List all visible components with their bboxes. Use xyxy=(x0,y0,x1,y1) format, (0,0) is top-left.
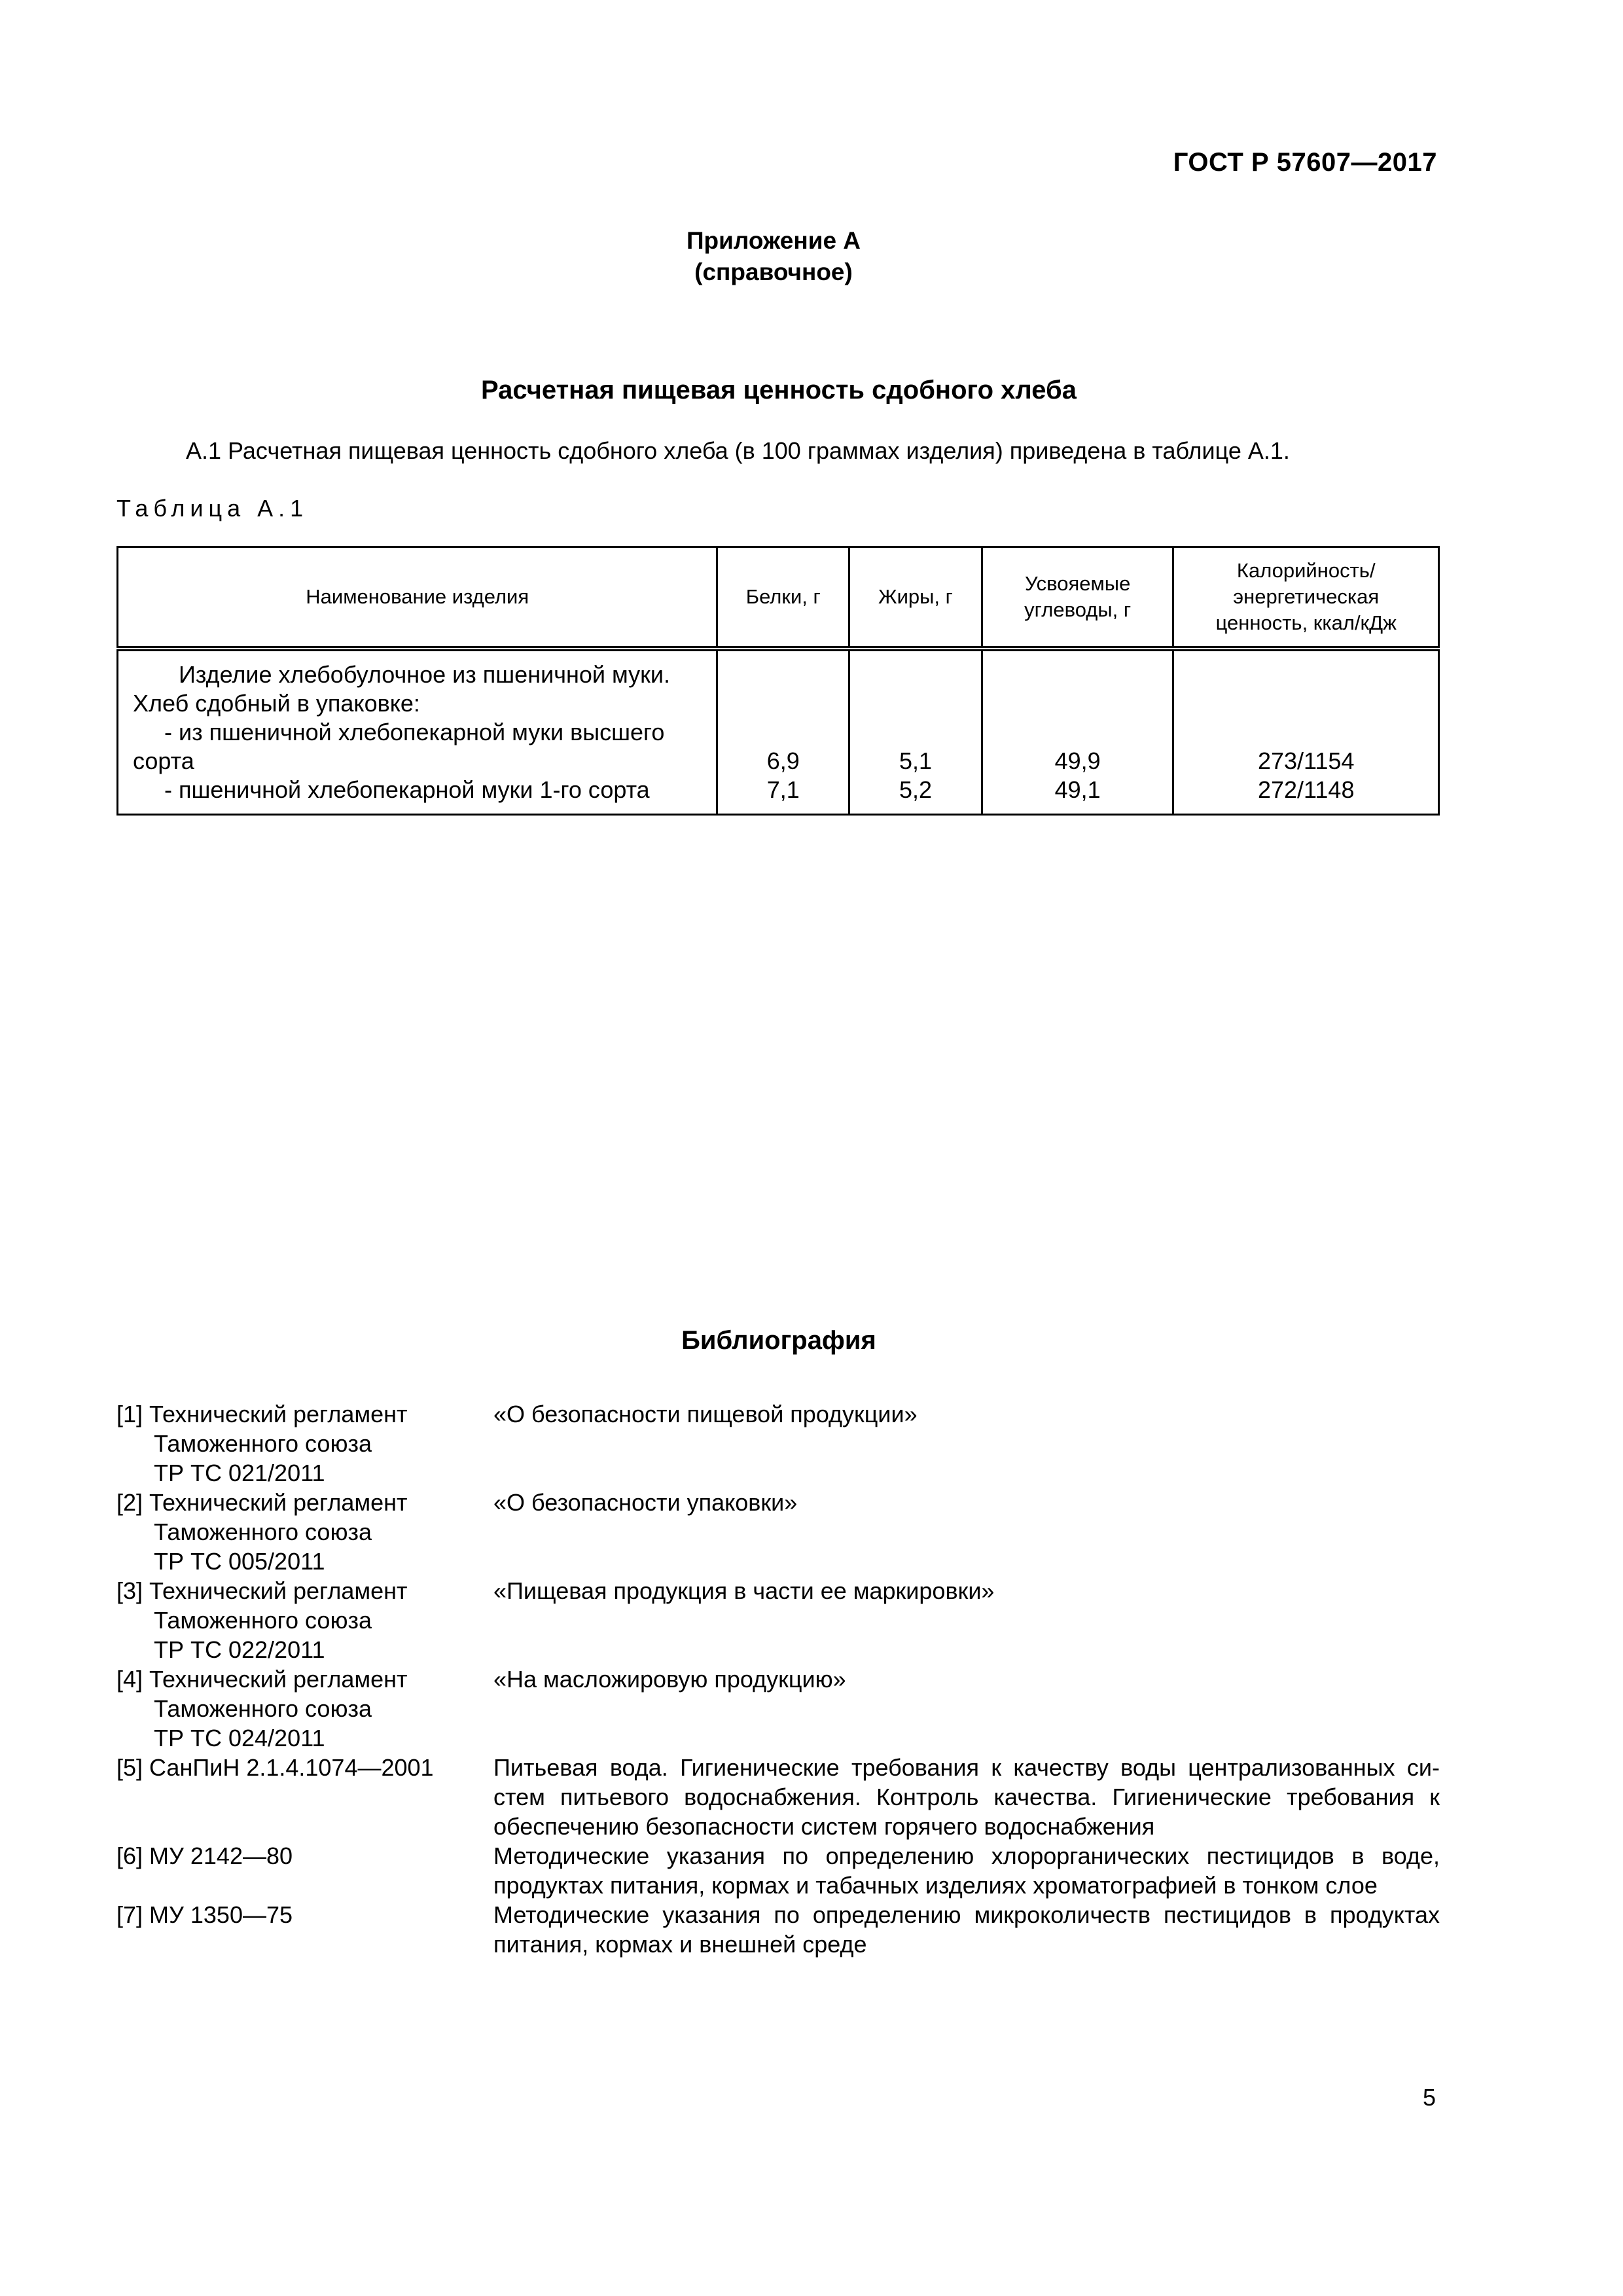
bibliography-entry xyxy=(116,1488,1440,1576)
bibliography-ref xyxy=(116,1399,493,1488)
ref-line: Таможенного союза xyxy=(154,1430,372,1457)
table-header-row xyxy=(118,547,1439,649)
bibliography-entry xyxy=(116,1900,1440,1959)
protein-value: 7,1 xyxy=(766,776,800,803)
fat-cell xyxy=(849,649,982,815)
bibliography-entry xyxy=(116,1576,1440,1664)
product-variant-cont: сорта xyxy=(133,747,194,774)
fat-value: 5,2 xyxy=(899,776,932,803)
appendix-heading xyxy=(0,225,1623,288)
bibliography-ref xyxy=(116,1841,493,1900)
section-title: Расчетная пищевая ценность сдобного хлеба xyxy=(481,376,1077,404)
product-line: Изделие хлебобулочное из пшеничной муки. xyxy=(179,661,670,688)
header-fat: Жиры, г xyxy=(849,547,982,649)
header-carbs xyxy=(982,547,1173,649)
header-product-name: Наименование изделия xyxy=(118,547,717,649)
bibliography-ref xyxy=(116,1753,493,1841)
header-protein: Белки, г xyxy=(717,547,849,649)
appendix-status: (справочное) xyxy=(694,259,853,285)
product-name-cell xyxy=(118,649,717,815)
energy-value: 273/1154 xyxy=(1257,747,1355,774)
ref-line: ТР ТС 021/2011 xyxy=(154,1460,325,1486)
carbs-value: 49,1 xyxy=(1054,776,1101,803)
page-number: 5 xyxy=(1422,2084,1436,2111)
nutrition-table xyxy=(116,546,1440,816)
bibliography-text: Методические указания по определению микроколичеств пестицидов в продуктах питания, кормах и внешней среде xyxy=(493,1901,1440,1958)
product-variant: - из пшеничной хлебопекарной муки высшего xyxy=(164,719,665,745)
bibliography-ref xyxy=(116,1576,493,1664)
bibliography-text: Питьевая вода. Гигиенические требования к качеству воды централизованных си-стем питьевого водоснабжения. Контроль качества. Гигиенические требования к обеспечению безопасности систем горячего водоснабжения xyxy=(493,1754,1440,1840)
bibliography-ref xyxy=(116,1900,493,1959)
bibliography-title: Библиография xyxy=(681,1326,876,1355)
bibliography-list xyxy=(116,1399,1440,1959)
bibliography-entry xyxy=(116,1399,1440,1488)
ref-line: Таможенного союза xyxy=(154,1518,372,1545)
ref-line: [5] СанПиН 2.1.4.1074—2001 xyxy=(116,1754,434,1781)
ref-line: [1] Технический регламент xyxy=(116,1401,408,1427)
fat-value: 5,1 xyxy=(899,747,932,774)
ref-line: [3] Технический регламент xyxy=(116,1577,408,1604)
ref-line: ТР ТС 024/2011 xyxy=(154,1725,325,1751)
bibliography-ref xyxy=(116,1488,493,1576)
bibliography-text: «Пищевая продукция в части ее маркировки» xyxy=(493,1577,995,1604)
protein-value: 6,9 xyxy=(766,747,800,774)
ref-line: [7] МУ 1350—75 xyxy=(116,1901,293,1928)
table-caption: Таблица А.1 xyxy=(116,495,309,522)
header-energy-line: Калорийность/ xyxy=(1236,559,1376,582)
bibliography-text: «На масложировую продукцию» xyxy=(493,1666,846,1693)
appendix-title: Приложение А xyxy=(686,227,861,254)
header-carbs-line: углеводы, г xyxy=(1024,598,1132,621)
ref-line: Таможенного союза xyxy=(154,1607,372,1634)
bibliography-text: «О безопасности пищевой продукции» xyxy=(493,1401,918,1427)
bibliography-text: «О безопасности упаковки» xyxy=(493,1489,798,1516)
header-energy-line: энергетическая xyxy=(1233,585,1380,608)
protein-cell xyxy=(717,649,849,815)
ref-line: [2] Технический регламент xyxy=(116,1489,408,1516)
bibliography-text: Методические указания по определению хлорорганических пестицидов в воде, продуктах питания, кормах и табачных изделиях хроматографией в тонком слое xyxy=(493,1842,1440,1899)
ref-line: [6] МУ 2142—80 xyxy=(116,1842,293,1869)
bibliography-entry xyxy=(116,1841,1440,1900)
energy-cell xyxy=(1173,649,1439,815)
ref-line: Таможенного союза xyxy=(154,1695,372,1722)
ref-line: [4] Технический регламент xyxy=(116,1666,408,1693)
product-line: Хлеб сдобный в упаковке: xyxy=(133,690,420,717)
bibliography-entry xyxy=(116,1753,1440,1841)
ref-line: ТР ТС 005/2011 xyxy=(154,1548,325,1575)
product-variant: - пшеничной хлебопекарной муки 1-го сорта xyxy=(164,776,650,803)
table-row xyxy=(118,649,1439,815)
bibliography-entry xyxy=(116,1664,1440,1753)
carbs-value: 49,9 xyxy=(1054,747,1101,774)
document-code: ГОСТ Р 57607—2017 xyxy=(1173,148,1437,177)
header-energy xyxy=(1173,547,1439,649)
carbs-cell xyxy=(982,649,1173,815)
bibliography-ref xyxy=(116,1664,493,1753)
energy-value: 272/1148 xyxy=(1257,776,1355,803)
header-energy-line: ценность, ккал/кДж xyxy=(1215,611,1397,634)
header-carbs-line: Усвояемые xyxy=(1024,572,1131,595)
intro-paragraph: А.1 Расчетная пищевая ценность сдобного хлеба (в 100 граммах изделия) приведена в таблице А.1. xyxy=(186,437,1290,464)
ref-line: ТР ТС 022/2011 xyxy=(154,1636,325,1663)
